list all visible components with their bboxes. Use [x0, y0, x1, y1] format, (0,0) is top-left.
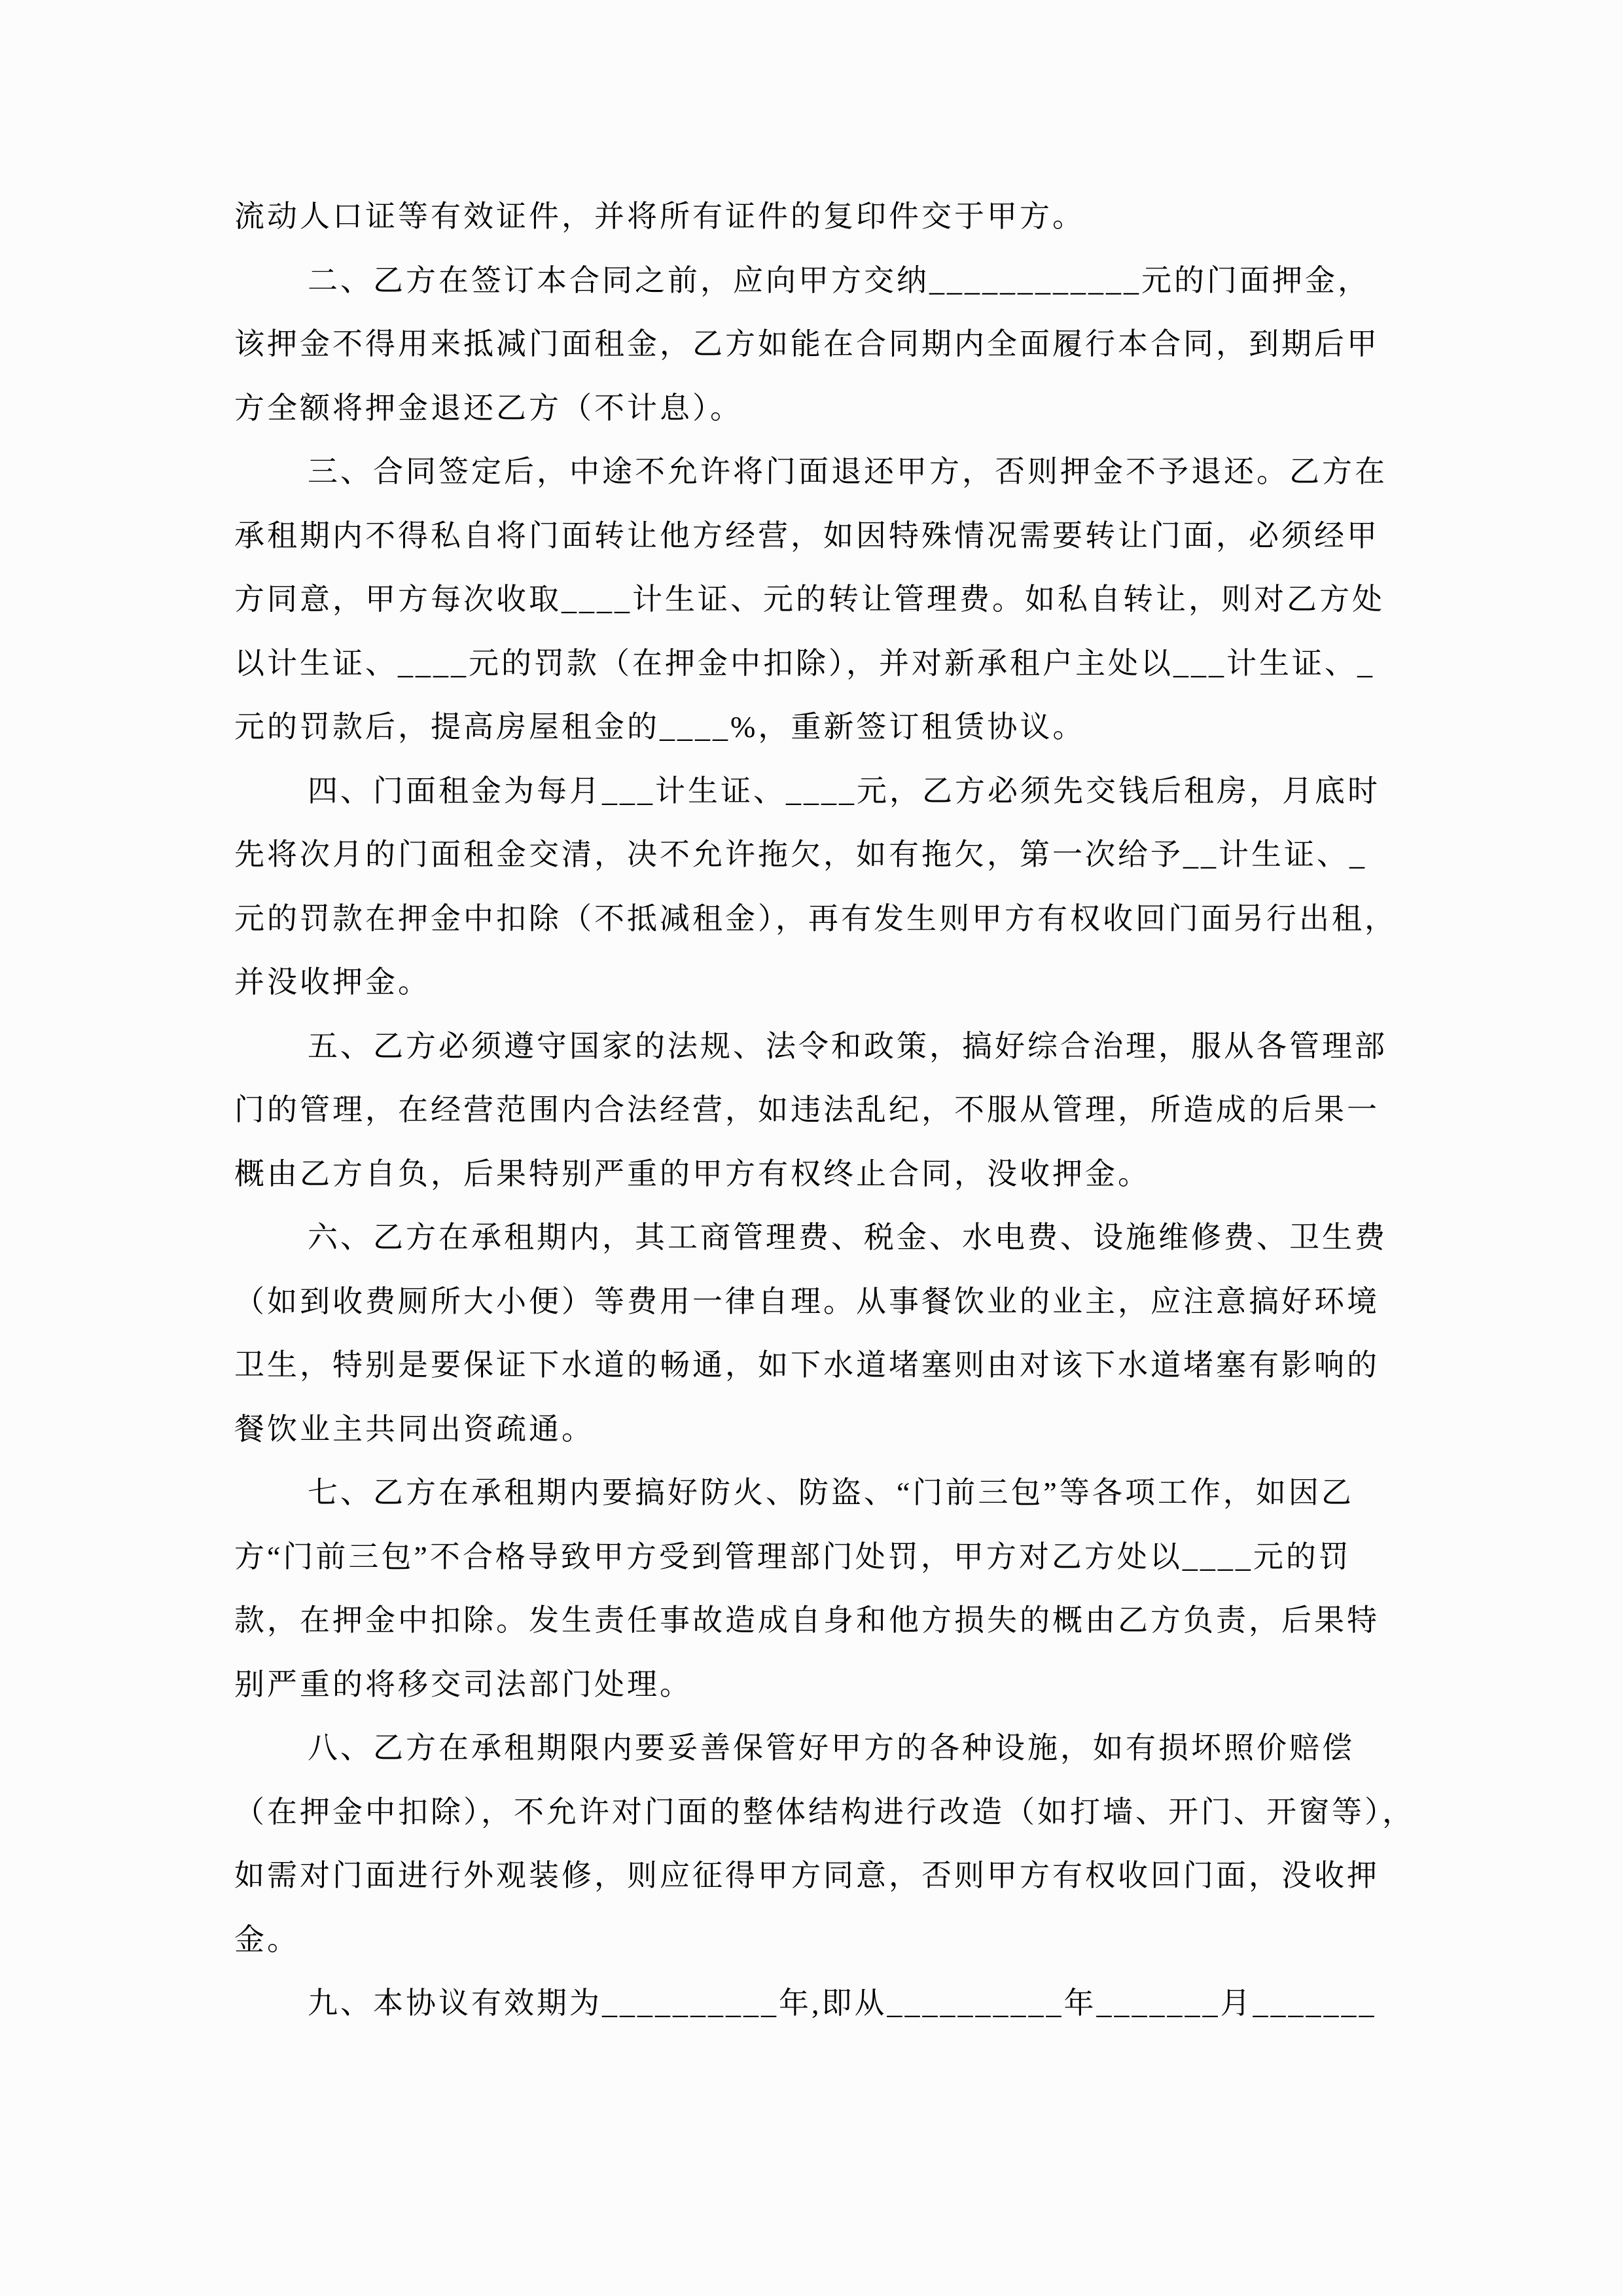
contract-line: 元的罚款后，提高房屋租金的____%，重新签订租赁协议。 — [234, 710, 1086, 744]
contract-line: 卫生，特别是要保证下水道的畅通，如下水道堵塞则由对该下水道堵塞有影响的 — [234, 1348, 1380, 1382]
contract-line: 先将次月的门面租金交清，决不允许拖欠，如有拖欠，第一次给予__计生证、_ — [234, 838, 1367, 871]
contract-line: 七、乙方在承租期内要搞好防火、防盗、“门前三包”等各项工作，如因乙 — [308, 1476, 1354, 1509]
contract-line: 九、本协议有效期为__________年,即从__________年_______月_______ — [308, 1986, 1377, 2020]
contract-line: 承租期内不得私自将门面转让他方经营，如因特殊情况需要转让门面，必须经甲 — [234, 518, 1380, 552]
contract-line: 方同意，甲方每次收取____计生证、元的转让管理费。如私自转让，则对乙方处 — [234, 583, 1385, 616]
contract-line: 该押金不得用来抵减门面租金，乙方如能在合同期内全面履行本合同，到期后甲 — [234, 327, 1380, 361]
contract-line: 概由乙方自负，后果特别严重的甲方有权终止合同，没收押金。 — [234, 1157, 1150, 1191]
contract-line: 并没收押金。 — [234, 965, 431, 999]
contract-line: 六、乙方在承租期内，其工商管理费、税金、水电费、设施维修费、卫生费 — [308, 1221, 1387, 1254]
contract-line: 方“门前三包”不合格导致甲方受到管理部门处罚，甲方对乙方处以____元的罚 — [234, 1539, 1351, 1573]
contract-line: 别严重的将移交司法部门处理。 — [234, 1667, 692, 1701]
contract-line: 三、合同签定后，中途不允许将门面退还甲方，否则押金不予退还。乙方在 — [308, 455, 1387, 488]
contract-line: 五、乙方必须遵守国家的法规、法令和政策，搞好综合治理，服从各管理部 — [308, 1029, 1387, 1063]
contract-line: 款，在押金中扣除。发生责任事故造成自身和他方损失的概由乙方负责，后果特 — [234, 1604, 1380, 1637]
contract-line: 金。 — [234, 1922, 300, 1956]
contract-line: 方全额将押金退还乙方（不计息）。 — [234, 391, 743, 425]
contract-body — [234, 185, 1415, 2036]
contract-line: 流动人口证等有效证件，并将所有证件的复印件交于甲方。 — [234, 200, 1085, 233]
contract-line: 门的管理，在经营范围内合法经营，如违法乱纪，不服从管理，所造成的后果一 — [234, 1093, 1380, 1126]
contract-line: 如需对门面进行外观装修，则应征得甲方同意，否则甲方有权收回门面，没收押 — [234, 1859, 1380, 1892]
contract-line: 元的罚款在押金中扣除（不抵减租金），再有发生则甲方有权收回门面另行出租， — [234, 901, 1397, 935]
contract-line: 八、乙方在承租期限内要妥善保管好甲方的各种设施，如有损坏照价赔偿 — [308, 1731, 1355, 1765]
contract-line: 以计生证、____元的罚款（在押金中扣除），并对新承租户主处以___计生证、_ — [234, 646, 1375, 680]
contract-line: 二、乙方在签订本合同之前，应向甲方交纳____________元的门面押金， — [308, 263, 1370, 297]
contract-line: （在押金中扣除），不允许对门面的整体结构进行改造（如打墙、开门、开窗等）， — [234, 1795, 1415, 1829]
contract-line: 四、门面租金为每月___计生证、____元，乙方必须先交钱后租房，月底时 — [308, 774, 1380, 808]
contract-line: （如到收费厕所大小便）等费用一律自理。从事餐饮业的业主，应注意搞好环境 — [234, 1284, 1380, 1318]
contract-line: 餐饮业主共同出资疏通。 — [234, 1412, 594, 1446]
